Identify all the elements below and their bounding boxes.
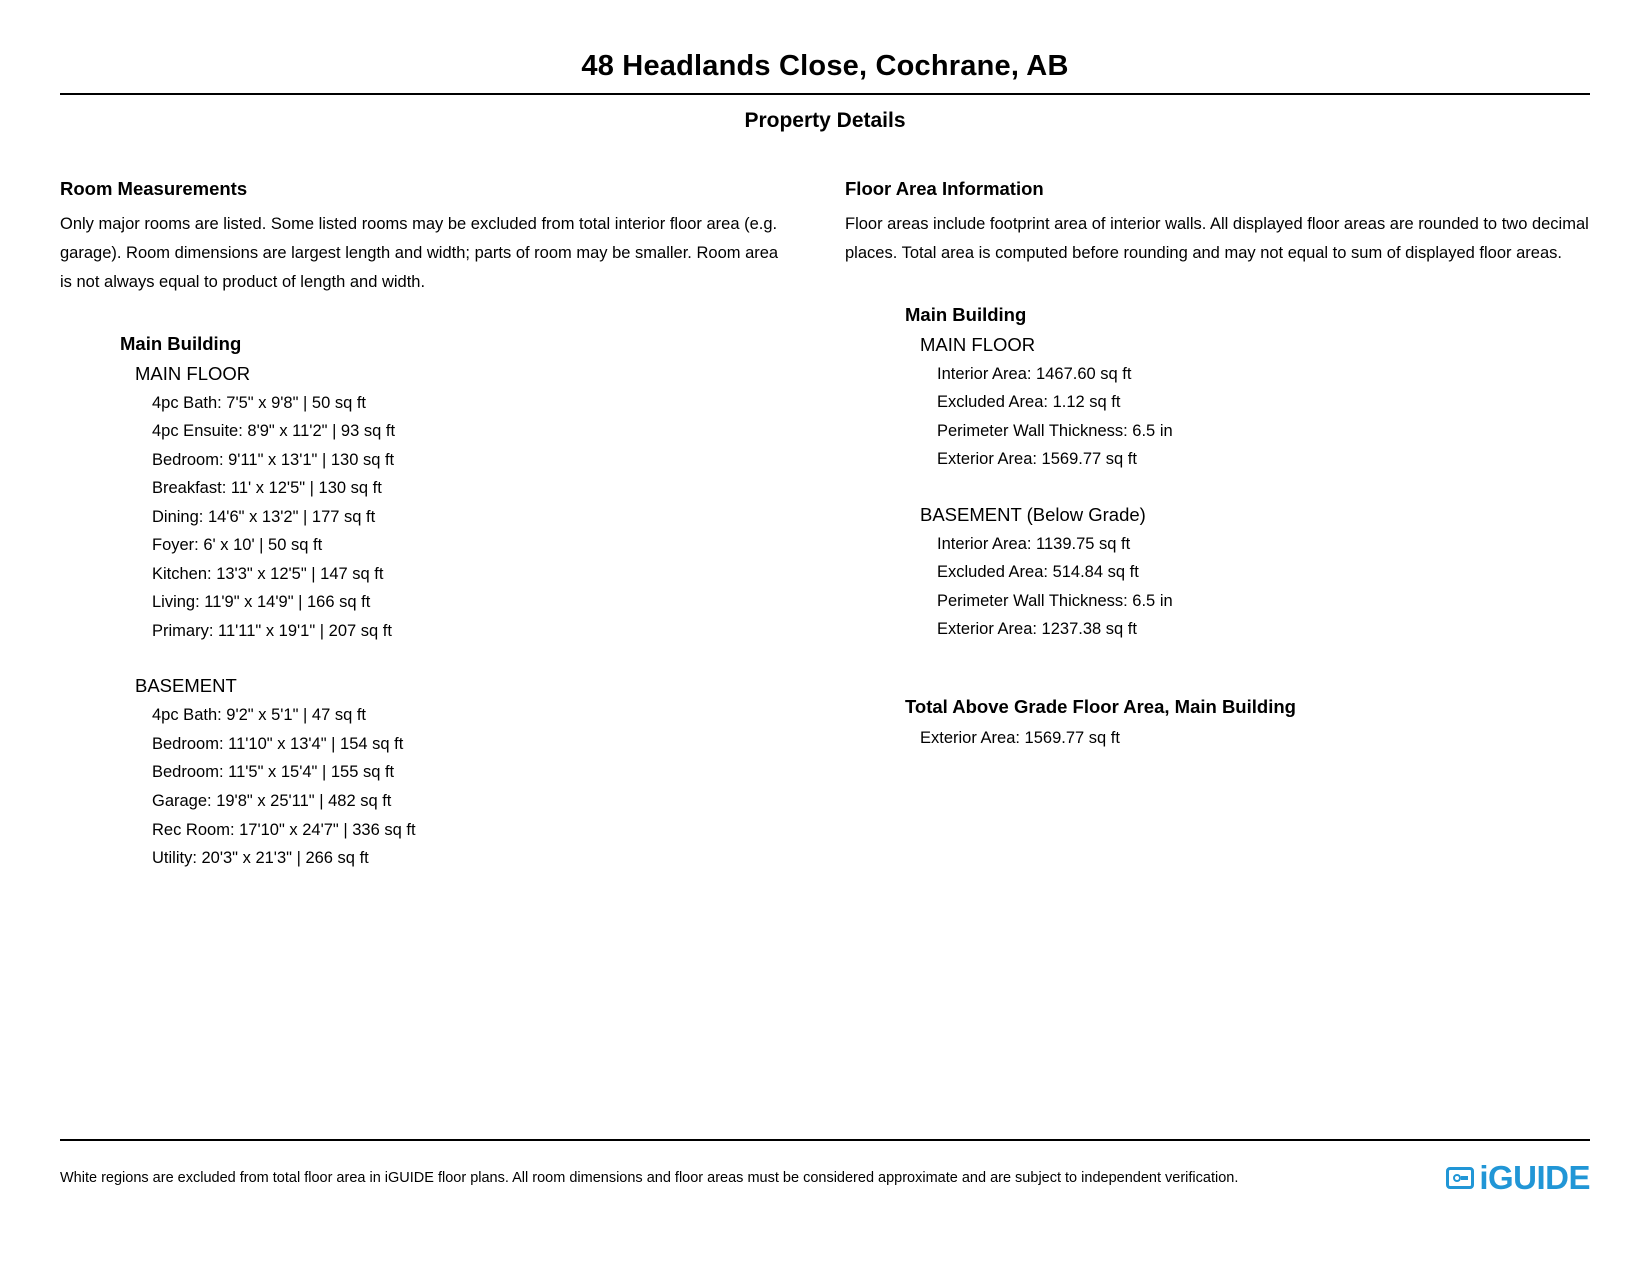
content-columns bbox=[60, 178, 1590, 873]
left-floor-basement-label: BASEMENT bbox=[135, 675, 237, 697]
footer-divider bbox=[60, 1139, 1590, 1141]
room-measurements-note: Only major rooms are listed. Some listed rooms may be excluded from total interior floor area (e.g. garage). Room dimensions are largest length and width; parts of room may be smaller. Room area is not always equal to product of length and width. bbox=[60, 215, 779, 291]
area-item: Excluded Area: 514.84 sq ft bbox=[937, 563, 1139, 582]
room-item: Utility: 20'3" x 21'3" | 266 sq ft bbox=[152, 849, 369, 868]
footer-disclaimer: White regions are excluded from total floor area in iGUIDE floor plans. All room dimensions and floor areas must be considered approximate and are subject to independent verification. bbox=[60, 1169, 1239, 1186]
room-item: 4pc Bath: 9'2" x 5'1" | 47 sq ft bbox=[152, 706, 367, 725]
room-measurements-column bbox=[60, 178, 825, 873]
area-item: Interior Area: 1467.60 sq ft bbox=[937, 364, 1132, 383]
right-building-label: Main Building bbox=[905, 303, 1027, 325]
room-item: Foyer: 6' x 10' | 50 sq ft bbox=[152, 536, 323, 555]
area-item: Perimeter Wall Thickness: 6.5 in bbox=[937, 591, 1173, 610]
area-item: Exterior Area: 1237.38 sq ft bbox=[937, 620, 1137, 639]
floor-area-heading: Floor Area Information bbox=[845, 178, 1044, 199]
floor-area-column bbox=[825, 178, 1590, 873]
room-item: Breakfast: 11' x 12'5" | 130 sq ft bbox=[152, 479, 382, 498]
room-item: Bedroom: 11'10" x 13'4" | 154 sq ft bbox=[152, 734, 404, 753]
room-measurements-heading: Room Measurements bbox=[60, 178, 248, 199]
page-footer bbox=[60, 1139, 1590, 1197]
room-item: Garage: 19'8" x 25'11" | 482 sq ft bbox=[152, 792, 392, 810]
total-above-grade-value: Exterior Area: 1569.77 sq ft bbox=[920, 729, 1120, 747]
room-item: Bedroom: 9'11" x 13'1" | 130 sq ft bbox=[152, 450, 395, 469]
room-item: Dining: 14'6" x 13'2" | 177 sq ft bbox=[152, 507, 376, 526]
floor-area-note: Floor areas include footprint area of interior walls. All displayed floor areas are rounded to two decimal places. Total area is computed before rounding and may not equal to sum of displayed floor areas. bbox=[845, 215, 1589, 262]
area-item: Exterior Area: 1569.77 sq ft bbox=[937, 450, 1137, 469]
left-building-label: Main Building bbox=[120, 332, 242, 354]
total-above-grade-heading: Total Above Grade Floor Area, Main Building bbox=[905, 696, 1296, 717]
left-floor-main-label: MAIN FLOOR bbox=[135, 362, 251, 384]
room-item: 4pc Ensuite: 8'9" x 11'2" | 93 sq ft bbox=[152, 422, 396, 441]
footer-row bbox=[60, 1159, 1590, 1197]
area-item: Interior Area: 1139.75 sq ft bbox=[937, 534, 1131, 553]
room-item: Primary: 11'11" x 19'1" | 207 sq ft bbox=[152, 621, 392, 640]
room-item: Bedroom: 11'5" x 15'4" | 155 sq ft bbox=[152, 763, 395, 782]
area-item: Excluded Area: 1.12 sq ft bbox=[937, 393, 1121, 412]
room-item: Rec Room: 17'10" x 24'7" | 336 sq ft bbox=[152, 820, 416, 839]
page-title: 48 Headlands Close, Cochrane, AB bbox=[581, 50, 1069, 82]
room-item: Kitchen: 13'3" x 12'5" | 147 sq ft bbox=[152, 564, 384, 583]
right-floor-main-label: MAIN FLOOR bbox=[920, 333, 1036, 355]
area-item: Perimeter Wall Thickness: 6.5 in bbox=[937, 421, 1173, 440]
room-item: Living: 11'9" x 14'9" | 166 sq ft bbox=[152, 593, 371, 612]
iguide-logo-text: iGUIDE bbox=[1479, 1159, 1590, 1196]
page-subtitle: Property Details bbox=[744, 109, 906, 132]
title-divider bbox=[60, 93, 1590, 95]
iguide-logo bbox=[1446, 1159, 1590, 1197]
right-floor-basement-label: BASEMENT (Below Grade) bbox=[920, 503, 1146, 525]
iguide-mark-icon bbox=[1446, 1167, 1474, 1189]
room-item: 4pc Bath: 7'5" x 9'8" | 50 sq ft bbox=[152, 393, 367, 412]
